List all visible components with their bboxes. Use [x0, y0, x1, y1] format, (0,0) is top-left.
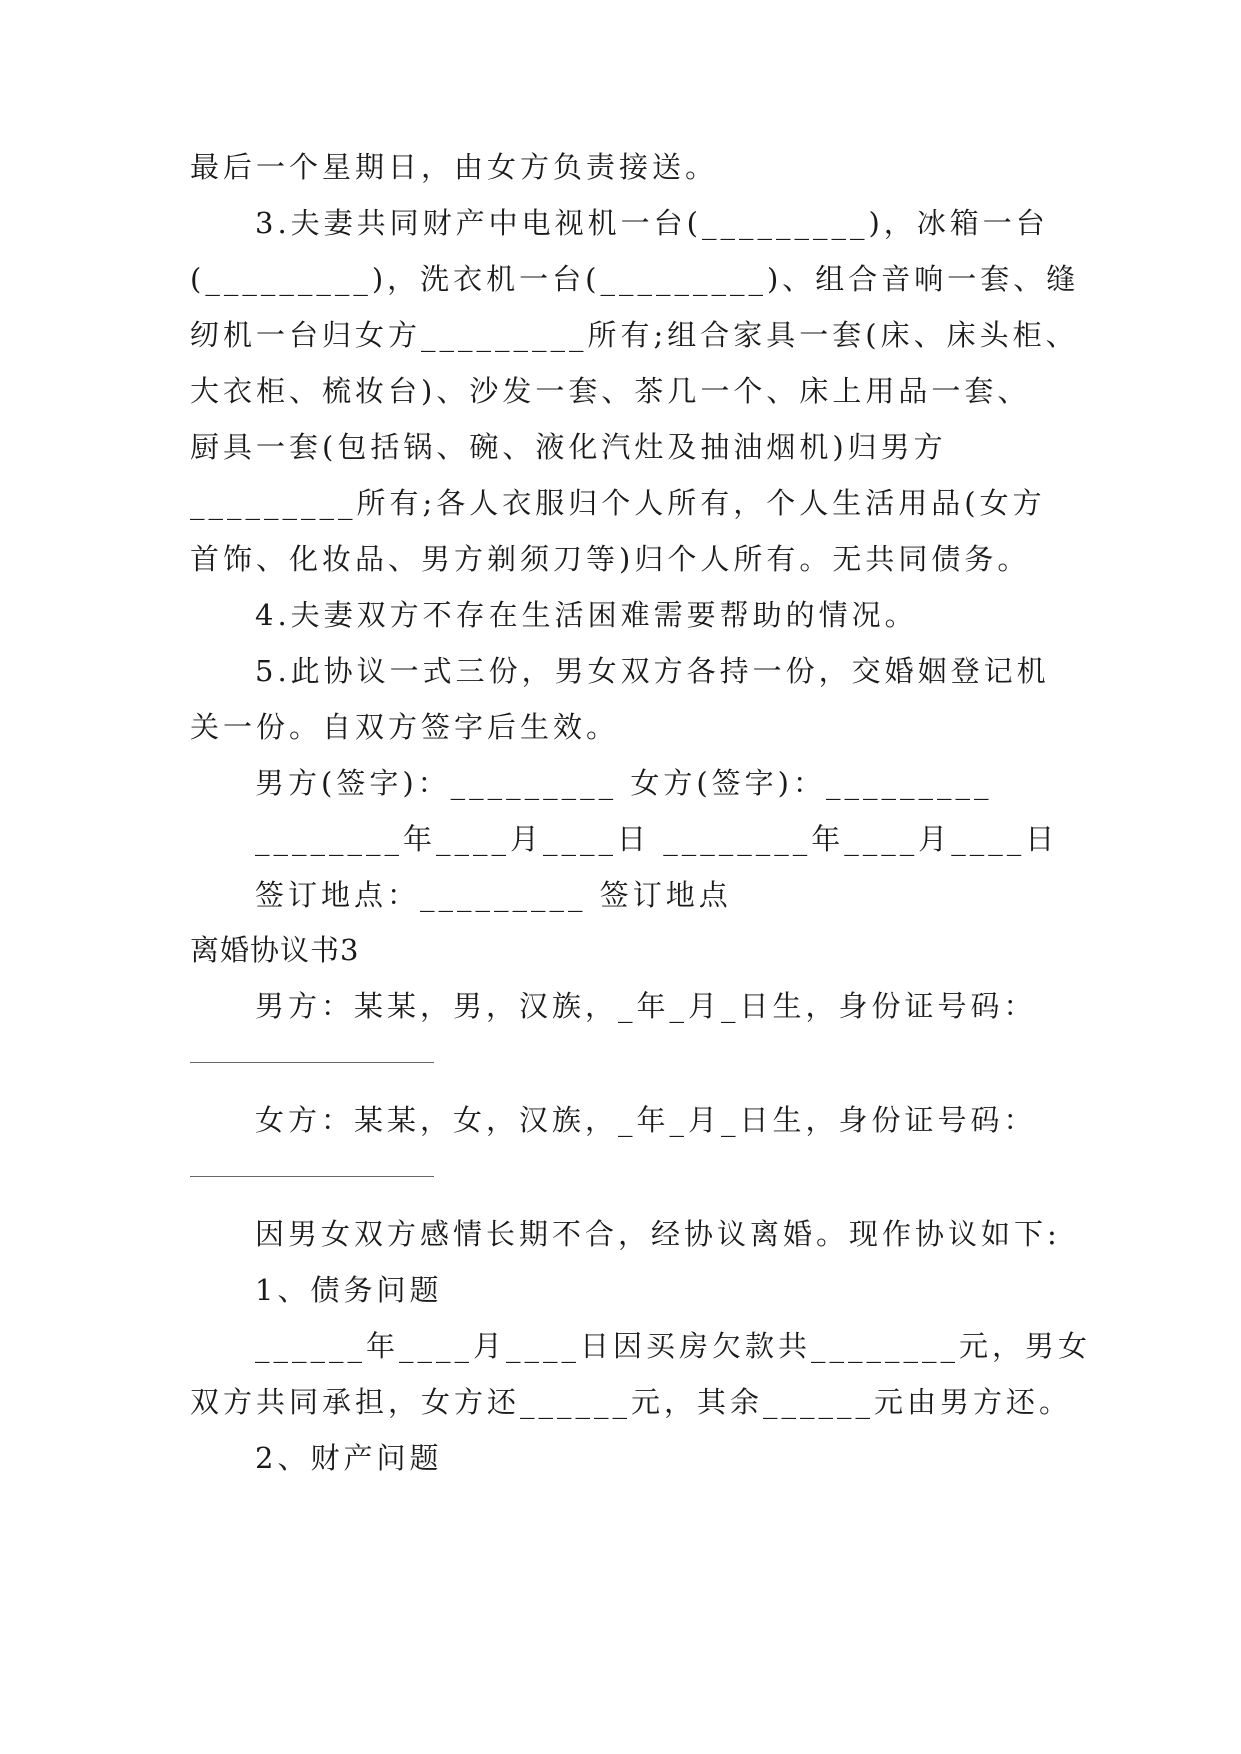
text-line: ______年____月____日因买房欠款共________元，男女 [255, 1329, 1092, 1363]
text-line: 首饰、化妆品、男方剃须刀等)归个人所有。无共同债务。 [190, 542, 1031, 576]
text-line: 3.夫妻共同财产中电视机一台(_________)，冰箱一台 [255, 206, 1049, 240]
signature-line: 男方(签字)：_________ 女方(签字)：_________ [255, 766, 993, 800]
text-line: 最后一个星期日，由女方负责接送。 [190, 150, 719, 184]
text-line: 大衣柜、梳妆台)、沙发一套、茶几一个、床上用品一套、 [190, 374, 1031, 408]
date-line: ________年____月____日 ________年____月____日 [255, 822, 1059, 856]
text-line: 5.此协议一式三份，男女双方各持一份，交婚姻登记机 [255, 654, 1050, 688]
text-line: 关一份。自双方签字后生效。 [190, 710, 620, 744]
list-heading: 1、债务问题 [255, 1273, 443, 1307]
section-title: 离婚协议书3 [190, 933, 360, 967]
text-line: 因男女双方感情长期不合，经协议离婚。现作协议如下: [255, 1217, 1061, 1251]
text-line: (_________)，洗衣机一台(_________)、组合音响一套、缝 [190, 262, 1080, 296]
text-line: _________所有;各人衣服归个人所有，个人生活用品(女方 [190, 486, 1046, 520]
text-line: 双方共同承担，女方还______元，其余______元由男方还。 [190, 1385, 1073, 1419]
text-line: 女方：某某，女，汉族，_年_月_日生，身份证号码： [255, 1103, 1037, 1137]
text-line: 4.夫妻双方不存在生活困难需要帮助的情况。 [255, 598, 918, 632]
place-line: 签订地点：_________ 签订地点 [255, 878, 732, 912]
text-line: 厨具一套(包括锅、碗、液化汽灶及抽油烟机)归男方 [190, 430, 947, 464]
id-number-blank [190, 1176, 434, 1177]
text-line: 男方：某某，男，汉族，_年_月_日生，身份证号码： [255, 989, 1037, 1023]
text-line: 纫机一台归女方_________所有;组合家具一套(床、床头柜、 [190, 318, 1079, 352]
list-heading: 2、财产问题 [255, 1441, 443, 1475]
id-number-blank [190, 1062, 434, 1063]
